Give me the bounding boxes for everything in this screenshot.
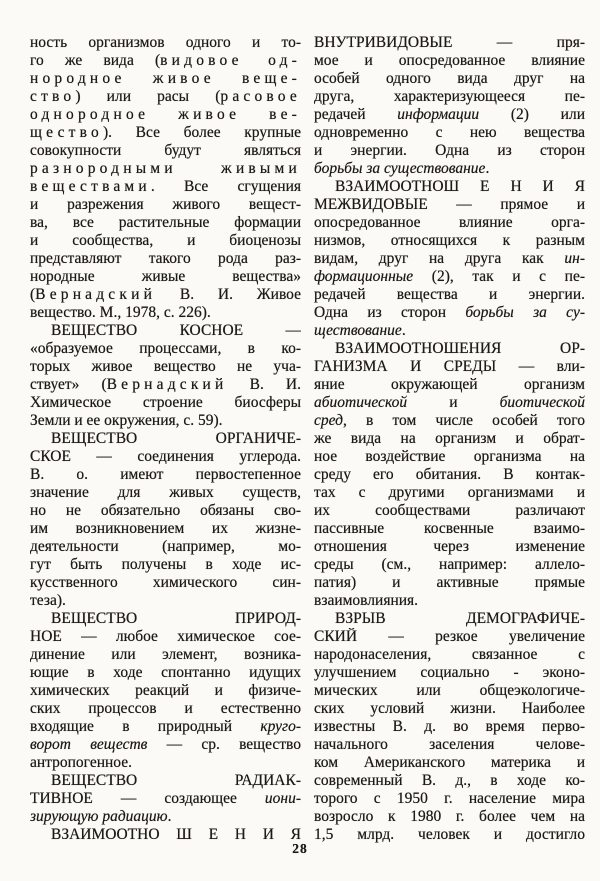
letterspaced-text: Вернадский (35, 286, 157, 303)
text-line (314, 538, 585, 556)
text: ГАНИЗМА И СРЕДЫ — вли- (314, 358, 585, 375)
text-line (314, 700, 585, 718)
text-line (30, 646, 301, 664)
text: ). Все более крупные (102, 124, 301, 141)
text: вещество. М., 1978, с. 226). (30, 304, 211, 321)
text-line (314, 70, 585, 88)
italic-text: формационные (314, 268, 414, 285)
text-line (314, 808, 585, 826)
paragraph (30, 34, 301, 322)
text-line (30, 340, 301, 358)
italic-text: иони- (264, 790, 301, 807)
letterspaced-text: Вернадский (106, 376, 228, 393)
letterspaced-text: щество (30, 124, 103, 141)
text-line (314, 196, 585, 214)
text-line (30, 250, 301, 268)
text-line (30, 394, 301, 412)
text: ВЗРЫВ ДЕМОГРАФИЧЕ- (335, 610, 585, 627)
text-line (30, 448, 301, 466)
text-line (314, 304, 585, 322)
text: ских условий жизни. Наиболее (314, 700, 585, 717)
page-number: 28 (292, 841, 308, 856)
text: Химическое строение биосферы (30, 394, 301, 411)
paragraph (314, 610, 585, 844)
text-line (30, 628, 301, 646)
text-columns (30, 34, 585, 844)
text: мое и опосредованное влияние (314, 52, 585, 69)
text: взаимовлияния. (314, 592, 419, 609)
text: Одна из сторон (314, 304, 466, 321)
text-line (30, 718, 301, 736)
italic-text: абиотической (314, 394, 408, 411)
text: отношения через изменение (314, 538, 585, 555)
letterspaced-text: расовое (220, 88, 301, 105)
text-line (314, 610, 585, 628)
text: ВЕЩЕСТВО ПРИРОД- (51, 610, 301, 627)
text: В. И. Живое (156, 286, 301, 303)
text: кусственного химического син- (30, 574, 301, 591)
text: ком Американского материка и (314, 754, 585, 771)
text: возросло к 1980 г. более чем на (314, 808, 585, 825)
text-line (314, 250, 585, 268)
paragraph (30, 772, 301, 826)
text: ность организмов одного и то- (30, 34, 301, 51)
text-line (30, 484, 301, 502)
text-line (314, 484, 585, 502)
text: . (401, 322, 406, 339)
text: ) или расы ( (75, 88, 221, 105)
column-left (30, 34, 301, 844)
text-line (30, 466, 301, 484)
text-line (30, 502, 301, 520)
text: ствует» ( (30, 376, 107, 393)
text-line (314, 682, 585, 700)
text-line (30, 610, 301, 628)
text-line (314, 376, 585, 394)
text-line (314, 88, 585, 106)
text-line (30, 196, 301, 214)
text: значение для живых существ, (30, 484, 301, 501)
text: (2), так и с пе- (413, 268, 585, 285)
text-line (314, 412, 585, 430)
text: пассивные косвенные взаимо- (314, 520, 585, 537)
text-line (314, 106, 585, 124)
text-line (30, 160, 301, 178)
text-line (314, 448, 585, 466)
text-line (314, 736, 585, 754)
letterspaced-text: разнородными живыми (30, 160, 301, 177)
text-line (314, 556, 585, 574)
text: же вида на организм и обрат- (314, 430, 585, 447)
text-line (30, 106, 301, 124)
text: ( (30, 286, 36, 303)
text: ВЕЩЕСТВО КОСНОЕ — (51, 322, 301, 339)
text: антропогенное. (30, 754, 132, 771)
text: СКИЙ — резкое увеличение (314, 628, 585, 645)
text-line (30, 178, 301, 196)
text-line (30, 88, 301, 106)
text: тах с другими организмами и (314, 484, 585, 501)
text: видам, друг на друга как (314, 250, 565, 267)
italic-text: ворот веществ (30, 736, 148, 753)
text-line (314, 520, 585, 538)
text: известны В. д. во время перво- (314, 718, 585, 735)
text: гут быть получены в ходе ис- (30, 556, 301, 573)
text: улучшением социально - эконо- (314, 664, 585, 681)
text: входящие в природный (30, 718, 261, 735)
text: ВЗАИМООТНО Ш Е Н И Я (51, 826, 301, 843)
text-line (314, 124, 585, 142)
text-line (30, 358, 301, 376)
text-line (30, 736, 301, 754)
text-line (30, 700, 301, 718)
text-line (30, 70, 301, 88)
letterspaced-text: ство (30, 88, 76, 105)
text: динение или элемент, возника- (30, 646, 301, 663)
italic-text: борьбы за существование (314, 160, 486, 177)
letterspaced-text: однородное живое ве- (30, 106, 301, 123)
text: ное воздействие организма на (314, 448, 585, 465)
text-line (30, 520, 301, 538)
text: их сообществами различают (314, 502, 585, 519)
text: ВЗАИМООТНОШЕНИЯ ОР- (335, 340, 585, 357)
text-line (314, 664, 585, 682)
paragraph (314, 178, 585, 340)
text-line (314, 52, 585, 70)
italic-text: борьбы за су- (465, 304, 585, 321)
text: В. И. (227, 376, 301, 393)
paragraph (314, 34, 585, 178)
italic-text: круго- (260, 718, 301, 735)
text: ющие в ходе спонтанно идущих (30, 664, 301, 681)
text: — ср. вещество (147, 736, 301, 753)
text: современный В. д., в ходе ко- (314, 772, 585, 789)
letterspaced-text: нородное живое веще- (30, 70, 301, 87)
text-line (314, 718, 585, 736)
text: особей одного вида друг на (314, 70, 585, 87)
text-line (314, 268, 585, 286)
text-line (314, 34, 585, 52)
text: представляют такого рода раз- (30, 250, 301, 267)
text-line (314, 394, 585, 412)
italic-text: биотической (499, 394, 585, 411)
text: друга, характеризующееся пе- (314, 88, 585, 105)
text: низмов, относящихся к разным (314, 232, 585, 249)
text: химических реакций и физиче- (30, 682, 301, 699)
text: Земли и ее окружения, с. 59). (30, 412, 223, 429)
text: СКОЕ — соединения углерода. (30, 448, 301, 465)
text: НОЕ — любое химическое сое- (30, 628, 301, 645)
italic-text: информации (397, 106, 480, 123)
paragraph (314, 340, 585, 610)
text: и (407, 394, 500, 411)
text-line (30, 322, 301, 340)
text-line (30, 772, 301, 790)
text: . (167, 808, 172, 825)
text-line (314, 790, 585, 808)
text-line (30, 232, 301, 250)
text: торых живое вещество не уча- (30, 358, 301, 375)
text: ТИВНОЕ — создающее (30, 790, 265, 807)
column-right (314, 34, 585, 844)
text: «образуемое процессами, в ко- (30, 340, 301, 357)
text-line (30, 430, 301, 448)
text: (2) или (479, 106, 585, 123)
text: и энергии. Одна из сторон (314, 142, 585, 159)
text: народонаселения, связанное с (314, 646, 585, 663)
italic-text: ществование (314, 322, 402, 339)
text-line (30, 52, 301, 70)
text-line (30, 142, 301, 160)
paragraph (30, 430, 301, 610)
text-line (30, 34, 301, 52)
text-line (30, 754, 301, 772)
text-line (314, 592, 585, 610)
text: 1,5 млрд. человек и достигло (314, 826, 585, 843)
text-line (314, 232, 585, 250)
text: среды (см., например: аллело- (314, 556, 585, 573)
text: патия) и активные прямые (314, 574, 585, 591)
text-line (314, 772, 585, 790)
text-line (30, 664, 301, 682)
text: среду его обитания. В контак- (314, 466, 585, 483)
text-line (30, 574, 301, 592)
text: мических или общеэкологиче- (314, 682, 585, 699)
text-line (314, 322, 585, 340)
text: нородные живые вещества» (30, 268, 301, 285)
text: одновременно с нею вещества (314, 124, 585, 141)
text: редачей вещества и энергии. (314, 286, 585, 303)
text-line (30, 808, 301, 826)
text-line (314, 466, 585, 484)
text-line (314, 754, 585, 772)
text: . (485, 160, 490, 177)
text: В. о. имеют первостепенное (30, 466, 301, 483)
text: но не обязательно обязаны сво- (30, 502, 301, 519)
italic-text: сред (314, 412, 343, 429)
text: . Все сгущения (150, 178, 301, 195)
text-line (30, 538, 301, 556)
text-line (314, 160, 585, 178)
text: , в том числе особей того (342, 412, 585, 429)
text: редачей (314, 106, 398, 123)
text-line (30, 124, 301, 142)
text-line (30, 286, 301, 304)
text-line (314, 214, 585, 232)
text: ВНУТРИВИДОВЫЕ — пря- (314, 34, 585, 51)
text: совокупности будут являться (30, 142, 301, 159)
text-line (30, 682, 301, 700)
text: ских процессов и естественно (30, 700, 301, 717)
text: им возникновением их жизне- (30, 520, 301, 537)
text: яние окружающей организм (314, 376, 585, 393)
letterspaced-text: видовое од- (160, 52, 301, 69)
letterspaced-text: веществами (30, 178, 151, 195)
text-line (314, 430, 585, 448)
text: го же вида ( (30, 52, 161, 69)
text-line (30, 592, 301, 610)
text: и сообщества, и биоценозы (30, 232, 301, 249)
text-line (314, 178, 585, 196)
text-line (314, 574, 585, 592)
text: МЕЖВИДОВЫЕ — прямое и (314, 196, 585, 213)
text: и разрежения живого вещест- (30, 196, 301, 213)
text: ВЕЩЕСТВО ОРГАНИЧЕ- (51, 430, 301, 447)
text: опосредованное влияние орга- (314, 214, 585, 231)
text-line (314, 340, 585, 358)
text-line (314, 628, 585, 646)
text-line (30, 376, 301, 394)
text-line (314, 646, 585, 664)
paragraph (30, 610, 301, 772)
text: ВЕЩЕСТВО РАДИАК- (51, 772, 301, 789)
text-line (30, 304, 301, 322)
text-line (30, 268, 301, 286)
text-line (314, 142, 585, 160)
text-line (30, 412, 301, 430)
text-line (314, 358, 585, 376)
text: деятельности (например, мо- (30, 538, 301, 555)
text: начального заселения челове- (314, 736, 585, 753)
text-line (314, 502, 585, 520)
text-line (30, 790, 301, 808)
text: торого с 1950 г. население мира (314, 790, 585, 807)
text-line (30, 556, 301, 574)
text-line (314, 286, 585, 304)
text: ВЗАИМООТНОШ Е Н И Я (335, 178, 585, 195)
italic-text: ин- (564, 250, 585, 267)
text: ва, все растительные формации (30, 214, 301, 231)
text-line (30, 214, 301, 232)
text: теза). (30, 592, 66, 609)
italic-text: зирующую радиацию (30, 808, 168, 825)
paragraph (30, 322, 301, 430)
